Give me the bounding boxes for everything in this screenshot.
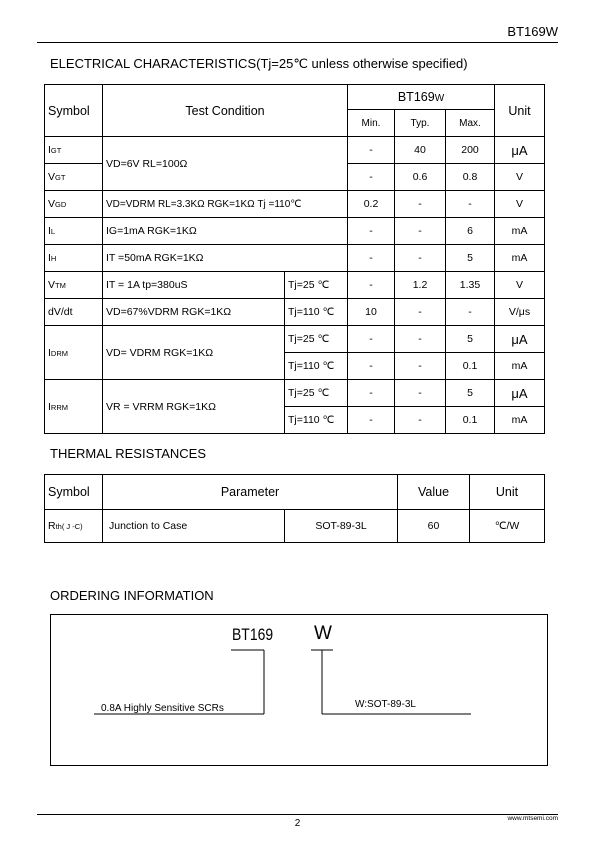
cell-unit: mA xyxy=(495,218,545,245)
condition-dvdt: VD=67%VDRM RGK=1KΩ xyxy=(103,299,285,326)
cell-unit: V xyxy=(495,164,545,191)
cell-min: - xyxy=(348,137,395,164)
cell-max: 0.1 xyxy=(446,407,495,434)
cell-unit: mA xyxy=(495,353,545,380)
ordering-title: ORDERING INFORMATION xyxy=(50,588,214,603)
cell-unit: V/μs xyxy=(495,299,545,326)
col-min: Min. xyxy=(348,110,395,137)
col-part-suffix: W xyxy=(434,93,445,104)
header-rule xyxy=(37,42,558,43)
condition-vgd: VD=VDRM RL=3.3KΩ RGK=1KΩ Tj =110℃ xyxy=(103,191,348,218)
tj-vtm: Tj=25 ℃ xyxy=(285,272,348,299)
condition-il: IG=1mA RGK=1KΩ xyxy=(103,218,348,245)
cell-unit: μA xyxy=(495,326,545,353)
tj-idrm-1: Tj=25 ℃ xyxy=(285,326,348,353)
footer-rule xyxy=(37,814,558,815)
header-part: BT169 xyxy=(507,24,546,39)
ordering-part: BT169 xyxy=(232,625,274,644)
tj-idrm-2: Tj=110 ℃ xyxy=(285,353,348,380)
electrical-table xyxy=(44,84,545,434)
table-row xyxy=(45,299,545,326)
cell-typ: - xyxy=(395,245,446,272)
cell-min: 10 xyxy=(348,299,395,326)
cell-typ: 40 xyxy=(395,137,446,164)
header-row xyxy=(45,475,545,510)
symbol-irrm: IRRM xyxy=(45,380,103,434)
cell-min: 0.2 xyxy=(348,191,395,218)
cell-typ: 1.2 xyxy=(395,272,446,299)
cell-min: - xyxy=(348,407,395,434)
thermal-title: THERMAL RESISTANCES xyxy=(50,446,207,461)
cell-max: 5 xyxy=(446,380,495,407)
col-symbol: Symbol xyxy=(45,85,103,137)
table-row xyxy=(45,191,545,218)
cell-min: - xyxy=(348,272,395,299)
col-parameter: Parameter xyxy=(103,475,398,510)
cell-max: 6 xyxy=(446,218,495,245)
ordering-suffix: W xyxy=(314,623,332,644)
tj-irrm-2: Tj=110 ℃ xyxy=(285,407,348,434)
cell-typ: - xyxy=(395,299,446,326)
symbol-vgt: VGT xyxy=(45,164,103,191)
col-test-condition: Test Condition xyxy=(103,85,348,137)
ordering-box xyxy=(50,614,548,766)
cell-unit: mA xyxy=(495,407,545,434)
cell-typ: - xyxy=(395,218,446,245)
cell-min: - xyxy=(348,245,395,272)
table-row xyxy=(45,326,545,353)
cell-typ: - xyxy=(395,326,446,353)
cell-value: 60 xyxy=(398,510,470,543)
cell-unit: μA xyxy=(495,380,545,407)
condition-ih: IT =50mA RGK=1KΩ xyxy=(103,245,348,272)
header-suffix: W xyxy=(545,24,558,39)
header-part-number xyxy=(507,24,558,39)
page-number: 2 xyxy=(294,818,301,829)
cell-max: 0.8 xyxy=(446,164,495,191)
table-row xyxy=(45,245,545,272)
symbol-dvdt: dV/dt xyxy=(45,299,103,326)
cell-unit: V xyxy=(495,272,545,299)
col-part xyxy=(348,85,495,110)
ordering-desc-left: 0.8A Highly Sensitive SCRs xyxy=(101,703,224,714)
symbol-il: IL xyxy=(45,218,103,245)
cell-typ: - xyxy=(395,191,446,218)
col-symbol: Symbol xyxy=(45,475,103,510)
cell-min: - xyxy=(348,380,395,407)
condition-idrm: VD= VDRM RGK=1KΩ xyxy=(103,326,285,380)
cell-min: - xyxy=(348,164,395,191)
tj-irrm-1: Tj=25 ℃ xyxy=(285,380,348,407)
param-package: SOT-89-3L xyxy=(285,510,398,543)
col-part-name: BT169 xyxy=(397,90,435,104)
condition-igt-vgt: VD=6V RL=100Ω xyxy=(103,137,348,191)
cell-typ: - xyxy=(395,407,446,434)
cell-min: - xyxy=(348,326,395,353)
header-row xyxy=(45,85,545,110)
ordering-connector-lines xyxy=(51,615,547,765)
table-row xyxy=(45,218,545,245)
symbol-rth: Rth( J -C) xyxy=(45,510,103,543)
col-value: Value xyxy=(398,475,470,510)
cell-min: - xyxy=(348,353,395,380)
condition-irrm: VR = VRRM RGK=1KΩ xyxy=(103,380,285,434)
footer-website: www.mtsemi.com xyxy=(507,815,558,822)
symbol-vtm: VTM xyxy=(45,272,103,299)
ordering-desc-right: W:SOT-89-3L xyxy=(355,699,416,710)
cell-unit: μA xyxy=(495,137,545,164)
col-max: Max. xyxy=(446,110,495,137)
symbol-igt: IGT xyxy=(45,137,103,164)
col-typ: Typ. xyxy=(395,110,446,137)
table-row xyxy=(45,380,545,407)
cell-unit: V xyxy=(495,191,545,218)
table-row xyxy=(45,272,545,299)
cell-max: - xyxy=(446,299,495,326)
cell-typ: 0.6 xyxy=(395,164,446,191)
cell-unit: mA xyxy=(495,245,545,272)
table-row xyxy=(45,137,545,164)
electrical-title: ELECTRICAL CHARACTERISTICS(Tj=25℃ unless otherwise specified) xyxy=(50,56,468,71)
cell-typ: - xyxy=(395,380,446,407)
condition-vtm: IT = 1A tp=380uS xyxy=(103,272,285,299)
symbol-idrm: IDRM xyxy=(45,326,103,380)
symbol-vgd: VGD xyxy=(45,191,103,218)
col-unit: Unit xyxy=(495,85,545,137)
cell-max: 1.35 xyxy=(446,272,495,299)
col-unit: Unit xyxy=(470,475,545,510)
cell-min: - xyxy=(348,218,395,245)
table-row xyxy=(45,510,545,543)
tj-dvdt: Tj=110 ℃ xyxy=(285,299,348,326)
cell-max: - xyxy=(446,191,495,218)
param-junction-to-case: Junction to Case xyxy=(103,510,285,543)
cell-max: 0.1 xyxy=(446,353,495,380)
cell-max: 200 xyxy=(446,137,495,164)
symbol-ih: IH xyxy=(45,245,103,272)
cell-max: 5 xyxy=(446,326,495,353)
cell-unit: ℃/W xyxy=(470,510,545,543)
cell-max: 5 xyxy=(446,245,495,272)
thermal-table xyxy=(44,474,545,543)
cell-typ: - xyxy=(395,353,446,380)
